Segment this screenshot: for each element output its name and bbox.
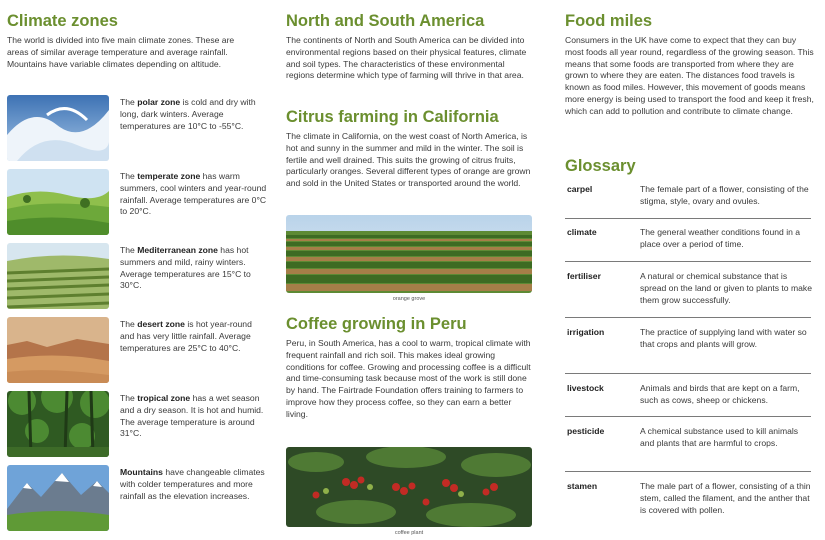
vineyard-photo xyxy=(7,243,109,309)
zone-desert-text: The desert zone is hot year-round and has very little rainfall. Average temperatures are 25°C to 40°C. xyxy=(120,319,252,353)
glossary-term: stamen xyxy=(567,481,598,491)
americas-text: The continents of North and South America can be divided into environmental regions based on their physical features, climate and soil types. The characteristics of these environmental regions determine which type of farming will thrive in that area. xyxy=(286,35,527,81)
glossary-definition: Animals and birds that are kept on a farm, such as cows, sheep or chickens. xyxy=(640,383,800,405)
climate-intro: The world is divided into five main climate zones. These are areas of similar average temperature and average rainfall. Mountains have variable climates depending on altitude. xyxy=(7,35,235,69)
polar-ice-photo xyxy=(7,95,109,161)
orange-grove-caption: orange grove xyxy=(392,296,426,302)
glossary-definition: The practice of supplying land with water so that crops and plants will grow. xyxy=(640,327,807,349)
glossary-definition: The male part of a flower, consisting of a thin stem, called the filament, and the anther that is covered with pollen. xyxy=(640,481,811,515)
glossary-divider xyxy=(565,218,811,219)
zone-mediterranean xyxy=(7,243,269,309)
zone-mountains xyxy=(7,465,269,531)
zone-polar xyxy=(7,95,269,161)
coffee-heading: Coffee growing in Peru xyxy=(286,315,467,333)
glossary-divider xyxy=(565,471,811,472)
glossary-divider xyxy=(565,261,811,262)
glossary-divider xyxy=(565,317,811,318)
coffee-text: Peru, in South America, has a cool to warm, tropical climate with frequent rainfall and rich soil. This makes ideal growing conditions for coffee. Growing and processing coffee is a difficult and time-consuming task because most of the work is still done by hand. The Fairtrade Foundation offers training to farmers to improve how they process coffee, so they can earn a better living. xyxy=(286,338,531,419)
zone-polar-text: The polar zone is cold and dry with long, dark winters. Average temperatures are 10°C to -55°C. xyxy=(120,97,256,131)
food-miles-heading: Food miles xyxy=(565,12,653,30)
coffee-plant-photo xyxy=(286,447,532,527)
glossary-divider xyxy=(565,373,811,374)
zone-mountains-text: Mountains have changeable climates with colder temperatures and more rainfall as the elevation increases. xyxy=(120,467,265,501)
glossary-term: livestock xyxy=(567,383,604,393)
coffee-plant-figure xyxy=(286,447,532,536)
glossary-term: carpel xyxy=(567,184,593,194)
glossary-term: pesticide xyxy=(567,426,605,436)
coffee-plant-caption: coffee plant xyxy=(394,530,424,536)
mountain-photo xyxy=(7,465,109,531)
zone-tropical-text: The tropical zone has a wet season and a dry season. It is hot and humid. The average temperature is around 31°C. xyxy=(120,393,264,439)
rainforest-photo xyxy=(7,391,109,457)
glossary-definition: The general weather conditions found in a place over a period of time. xyxy=(640,227,801,249)
climate-zones-heading: Climate zones xyxy=(7,12,118,30)
glossary-term: irrigation xyxy=(567,327,605,337)
zone-mediterranean-text: The Mediterranean zone has hot summers and mild, rainy winters. Average temperatures are 15°C to 30°C. xyxy=(120,245,251,291)
citrus-heading: Citrus farming in California xyxy=(286,108,499,126)
orange-grove-photo xyxy=(286,215,532,293)
zone-temperate xyxy=(7,169,269,235)
zone-desert xyxy=(7,317,269,383)
americas-heading: North and South America xyxy=(286,12,485,30)
zone-temperate-text: The temperate zone has warm summers, cool winters and year-round rainfall. Average temperatures are 0°C to 20°C. xyxy=(120,171,267,217)
glossary-term: climate xyxy=(567,227,597,237)
glossary-definition: A chemical substance used to kill animals and plants that are harmful to crops. xyxy=(640,426,799,448)
food-miles-text: Consumers in the UK have come to expect that they can buy most foods all year round, regardless of the growing season. This means that some foods are transported from where they are grown to where they are eaten. The distances food travels is known as food miles. However, this movement of goods means more energy is being used to transport the food and keep it fresh, which can add to pollution and contribute to climate change. xyxy=(565,35,814,116)
citrus-text: The climate in California, on the west coast of North America, is hot and sunny in the summer and mild in the winter. The soil is fertile and well drained. This suits the growing of citrus fruits, particularly oranges. Several different types of orange are grown and sold in the United States or transported around the world. xyxy=(286,131,531,189)
glossary-divider xyxy=(565,416,811,417)
glossary-term: fertiliser xyxy=(567,271,601,281)
green-fields-photo xyxy=(7,169,109,235)
zone-tropical xyxy=(7,391,269,457)
orange-grove-figure xyxy=(286,215,532,302)
glossary-definition: A natural or chemical substance that is spread on the land or given to plants to make them grow successfully. xyxy=(640,271,812,305)
glossary-definition: The female part of a flower, consisting of the stigma, style, ovary and ovules. xyxy=(640,184,809,206)
glossary-heading: Glossary xyxy=(565,157,636,175)
desert-photo xyxy=(7,317,109,383)
